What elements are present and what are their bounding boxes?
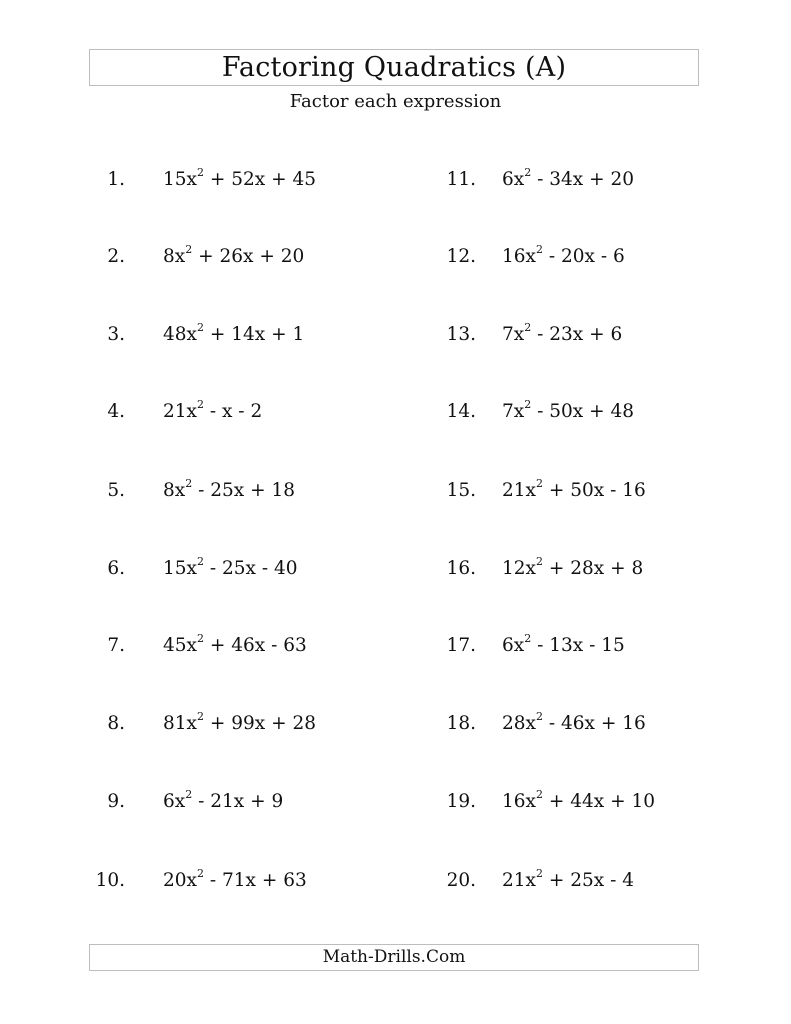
problem-expression: $16x^2 + 44x + 10$ bbox=[502, 787, 656, 812]
problem-number: 16. bbox=[446, 558, 476, 579]
problem-expression: $8x^2 - 25x + 18$ bbox=[163, 476, 296, 501]
problem-expression: $6x^2 - 21x + 9$ bbox=[163, 787, 284, 812]
problem-expression: $45x^2 + 46x - 63$ bbox=[163, 631, 307, 656]
problem-number: 10. bbox=[95, 870, 125, 891]
problem-number: 5. bbox=[107, 480, 125, 501]
problem-number: 6. bbox=[107, 558, 125, 579]
problem-number: 20. bbox=[446, 870, 476, 891]
problem-number: 8. bbox=[107, 713, 125, 734]
problem-number: 14. bbox=[446, 401, 476, 422]
problem-expression: $15x^2 + 52x + 45$ bbox=[163, 165, 317, 190]
problem-expression: $6x^2 - 13x - 15$ bbox=[502, 631, 625, 656]
problem-number: 13. bbox=[446, 324, 476, 345]
footer-site-name: Math-Drills.Com bbox=[322, 947, 466, 967]
problem-expression: $16x^2 - 20x - 6$ bbox=[502, 242, 625, 267]
problem-expression: $8x^2 + 26x + 20$ bbox=[163, 242, 305, 267]
page-subtitle: Factor each expression bbox=[289, 91, 502, 112]
problem-number: 2. bbox=[107, 246, 125, 267]
problem-number: 11. bbox=[446, 169, 476, 190]
problem-expression: $28x^2 - 46x + 16$ bbox=[502, 709, 646, 734]
problem-expression: $7x^2 - 50x + 48$ bbox=[502, 397, 635, 422]
problem-expression: $21x^2$ - x - 2 bbox=[163, 397, 263, 422]
problem-number: 4. bbox=[107, 401, 125, 422]
problem-number: 9. bbox=[107, 791, 125, 812]
problem-number: 15. bbox=[446, 480, 476, 501]
problem-number: 7. bbox=[107, 635, 125, 656]
problem-expression: $21x^2 + 50x - 16$ bbox=[502, 476, 646, 501]
problem-expression: $48x^2 + 14x + 1$ bbox=[163, 320, 305, 345]
problem-expression: $12x^2 + 28x + 8$ bbox=[502, 554, 644, 579]
page-title: Factoring Quadratics (A) bbox=[221, 52, 567, 83]
problem-expression: $7x^2 - 23x + 6$ bbox=[502, 320, 623, 345]
problem-expression: $21x^2 + 25x - 4$ bbox=[502, 866, 635, 891]
problem-number: 19. bbox=[446, 791, 476, 812]
problem-expression: $20x^2 - 71x + 63$ bbox=[163, 866, 307, 891]
problem-expression: $81x^2 + 99x + 28$ bbox=[163, 709, 317, 734]
problem-expression: $6x^2 - 34x + 20$ bbox=[502, 165, 635, 190]
problem-number: 17. bbox=[446, 635, 476, 656]
problem-number: 12. bbox=[446, 246, 476, 267]
footer-box bbox=[89, 944, 699, 971]
problem-number: 1. bbox=[107, 169, 125, 190]
problem-number: 18. bbox=[446, 713, 476, 734]
problem-number: 3. bbox=[107, 324, 125, 345]
problem-expression: $15x^2 - 25x - 40$ bbox=[163, 554, 298, 579]
